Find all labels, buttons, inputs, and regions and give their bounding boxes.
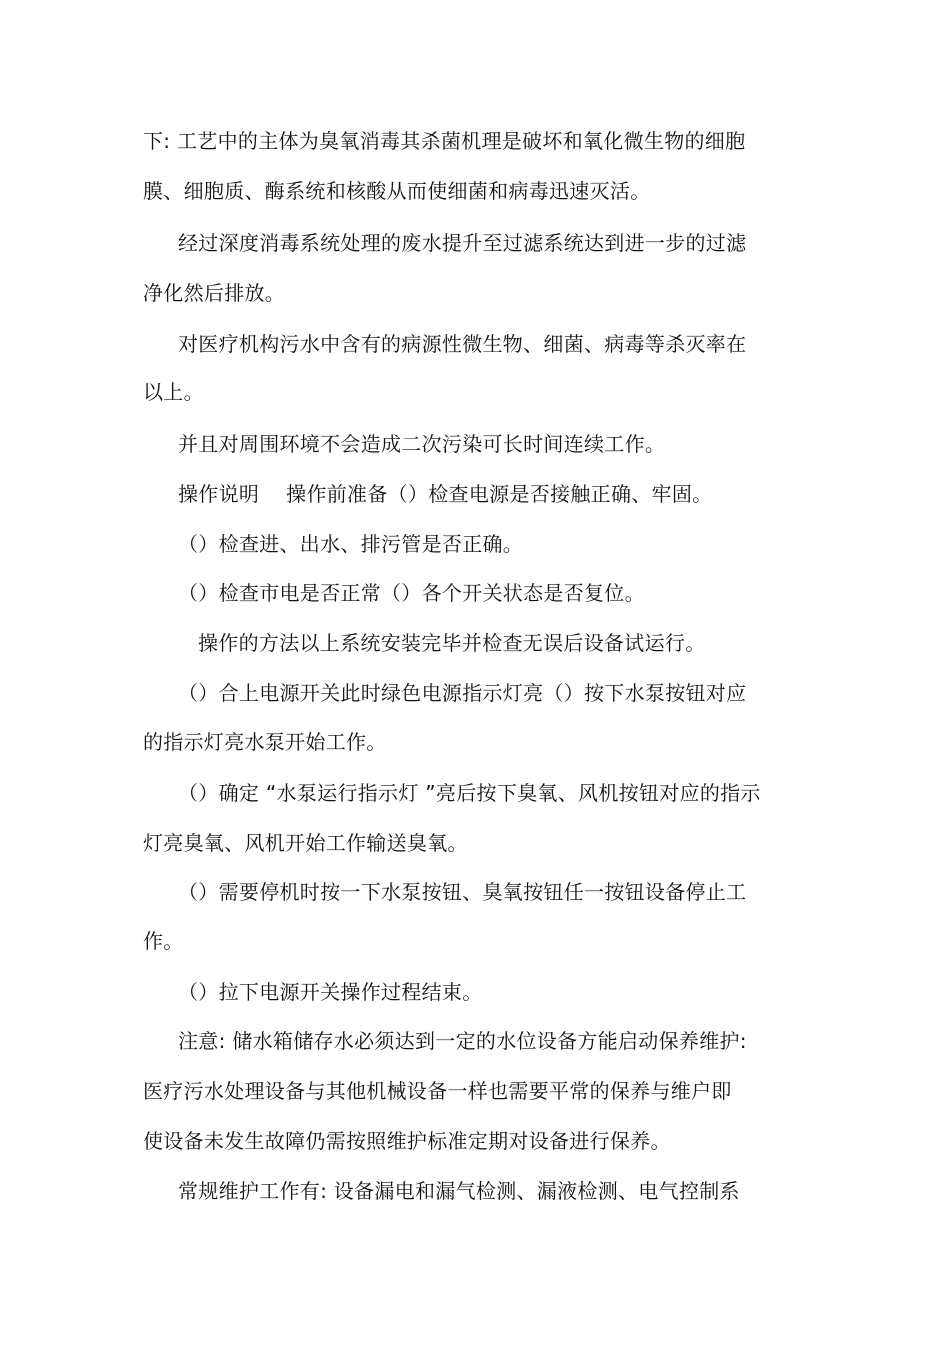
text-line: 并且对周围环境不会造成二次污染可长时间连续工作。 [178,432,666,456]
text-line: （）检查市电是否正常（）各个开关状态是否复位。 [178,581,645,605]
text-line: 下: 工艺中的主体为臭氧消毒其杀菌机理是破坏和氧化微生物的细胞 [143,129,746,153]
text-line: 医疗污水处理设备与其他机械设备一样也需要平常的保养与维户即 [143,1079,732,1103]
text-line: 以上。 [143,380,204,404]
text-line: （）需要停机时按一下水泵按钮、臭氧按钮任一按钮设备停止工 [178,880,747,904]
text-line: 使设备未发生故障仍需按照维护标准定期对设备进行保养。 [143,1129,671,1153]
text-line: 膜、细胞质、酶系统和核酸从而使细菌和病毒迅速灭活。 [143,179,651,203]
text-line: （）拉下电源开关操作过程结束。 [178,980,483,1004]
text-line: 作。 [143,929,184,953]
text-line: 净化然后排放。 [143,281,286,305]
text-line: 注意: 储水箱储存水必须达到一定的水位设备方能启动保养维护: [178,1029,747,1053]
text-line: （）检查进、出水、排污管是否正确。 [178,532,524,556]
text-line: （）确定 “水泵运行指示灯 ”亮后按下臭氧、风机按钮对应的指示 [178,781,761,805]
text-line: 常规维护工作有: 设备漏电和漏气检测、漏液检测、电气控制系 [178,1179,740,1203]
text-line: 经过深度消毒系统处理的废水提升至过滤系统达到进一步的过滤 [178,231,747,255]
text-line: 灯亮臭氧、风机开始工作输送臭氧。 [143,831,468,855]
text-line: 操作说明 操作前准备（）检查电源是否接触正确、牢固。 [178,482,713,506]
text-line: 对医疗机构污水中含有的病源性微生物、细菌、病毒等杀灭率在 [178,332,747,356]
text-line: 操作的方法以上系统安装完毕并检查无误后设备试运行。 [198,631,706,655]
text-line: （）合上电源开关此时绿色电源指示灯亮（）按下水泵按钮对应 [178,681,747,705]
text-line: 的指示灯亮水泵开始工作。 [143,730,387,754]
